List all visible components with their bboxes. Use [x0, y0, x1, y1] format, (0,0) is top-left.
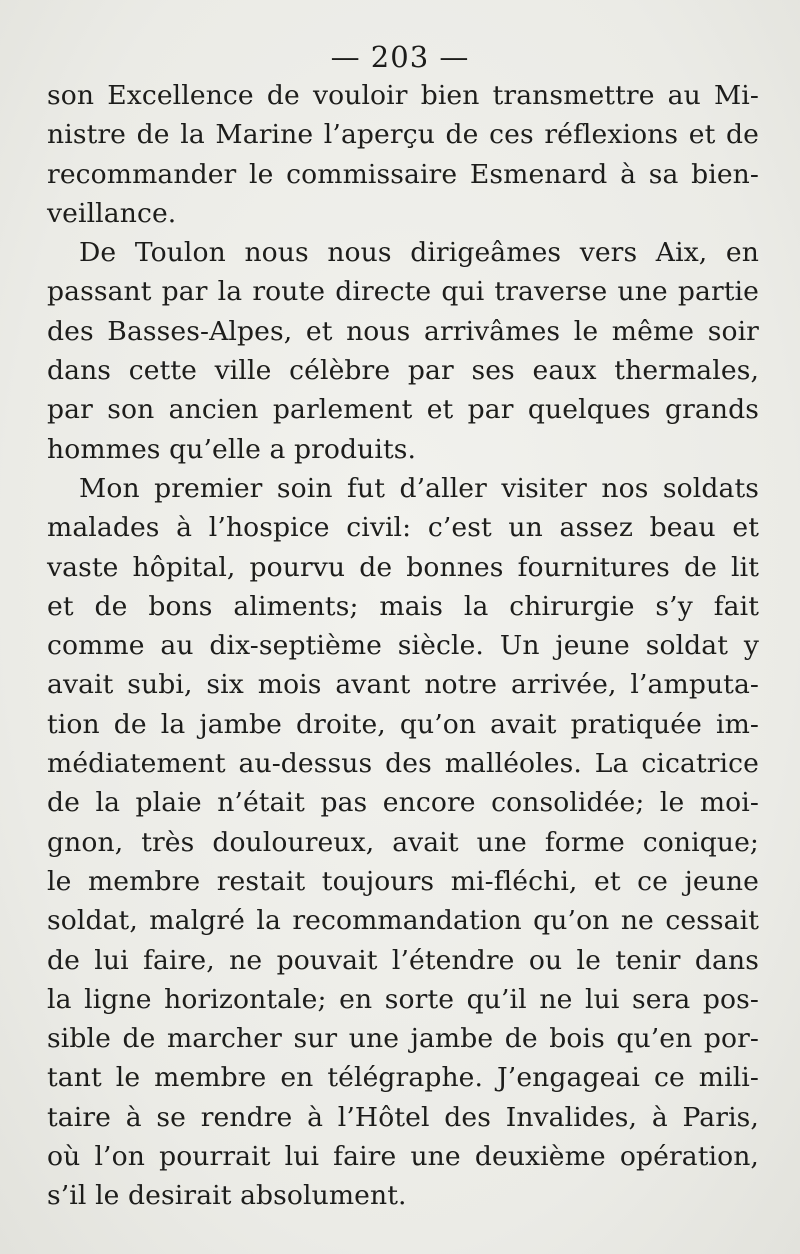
page-number: — 203 —	[330, 40, 470, 74]
text-line: tion de la jambe droite, qu’on avait pratiquée im-	[47, 708, 759, 740]
body-text	[47, 76, 759, 1216]
paragraph-1	[47, 76, 759, 233]
text-line: où l’on pourrait lui faire une deuxième opération,	[47, 1141, 759, 1173]
text-line: nistre de la Marine l’aperçu de ces réflexions et de	[47, 119, 759, 151]
text-line: vaste hôpital, pourvu de bonnes fournitures de lit	[47, 551, 759, 583]
text-line: de la plaie n’était pas encore consolidée; le moi-	[47, 787, 759, 819]
text-line: des Basses-Alpes, et nous arrivâmes le même soir	[47, 315, 759, 347]
text-line: De Toulon nous nous dirigeâmes vers Aix, en	[79, 237, 759, 269]
text-line: veillance.	[47, 197, 177, 229]
text-line: son Excellence de vouloir bien transmettre au Mi-	[47, 80, 759, 111]
text-line: la ligne horizontale; en sorte qu’il ne lui sera pos-	[47, 983, 759, 1015]
text-line: Mon premier soin fut d’aller visiter nos soldats	[79, 472, 759, 504]
text-line: taire à se rendre à l’Hôtel des Invalides, à Paris,	[47, 1101, 759, 1133]
paragraph-2	[47, 233, 759, 469]
text-line: avait subi, six mois avant notre arrivée, l’amputa-	[47, 669, 759, 701]
paragraph-3	[47, 469, 759, 1216]
text-line: gnon, très douloureux, avait une forme conique;	[47, 826, 759, 858]
text-line: le membre restait toujours mi-fléchi, et ce jeune	[47, 865, 759, 897]
text-line: sible de marcher sur une jambe de bois qu’en por-	[47, 1023, 759, 1055]
text-line: hommes qu’elle a produits.	[47, 433, 417, 465]
text-line: dans cette ville célèbre par ses eaux thermales,	[47, 355, 759, 387]
text-line: tant le membre en télégraphe. J’engageai ce mili-	[47, 1062, 759, 1094]
text-line: comme au dix-septième siècle. Un jeune soldat y	[47, 630, 759, 662]
text-line: par son ancien parlement et par quelques grands	[47, 394, 759, 426]
text-line: passant par la route directe qui traverse une partie	[47, 276, 759, 308]
text-line: soldat, malgré la recommandation qu’on ne cessait	[47, 905, 759, 937]
text-line: recommander le commissaire Esmenard à sa bien-	[47, 158, 759, 190]
text-line: et de bons aliments; mais la chirurgie s’y fait	[47, 590, 759, 622]
text-line: de lui faire, ne pouvait l’étendre ou le tenir dans	[47, 944, 759, 976]
text-line: médiatement au-dessus des malléoles. La cicatrice	[47, 748, 759, 780]
text-line: malades à l’hospice civil: c’est un assez beau et	[47, 512, 759, 544]
text-line: s’il le desirait absolument.	[47, 1180, 407, 1212]
